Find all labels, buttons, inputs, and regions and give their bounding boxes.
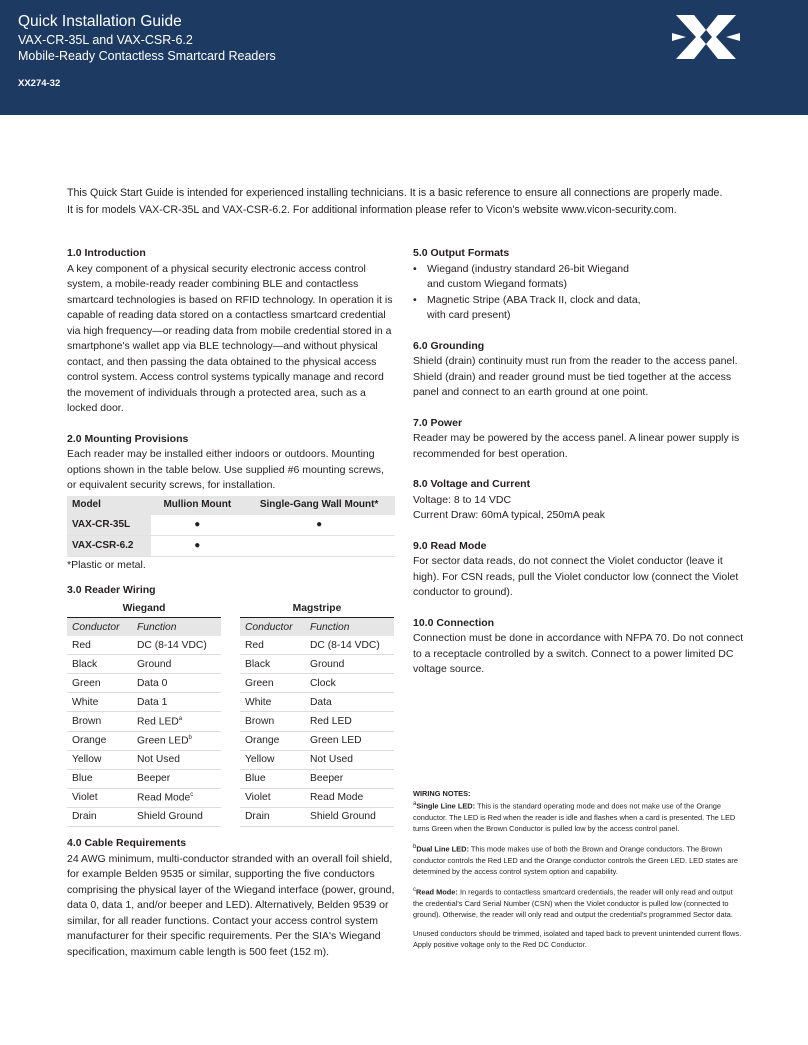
wiegand-col-function: Function	[132, 618, 221, 637]
wire-function: DC (8-14 VDC)	[305, 636, 394, 655]
table-row	[67, 807, 221, 826]
wire-conductor: Brown	[240, 712, 305, 731]
note-a-text: This is the standard operating mode and does not make use of the Orange conductor. The LED is Red when the reader is idle and flashes when a card is presented. The LED turns Green when the Brown Conductor is pulled low by the access control panel.	[413, 801, 736, 834]
wire-conductor: Green	[67, 674, 132, 693]
table-row	[67, 674, 221, 693]
section-1-body: A key component of a physical security electronic access control system, a mobile-ready reader combining BLE and contactless smartcard technologies is based on RFID technology. In operation it is capable of reading data stored on a contactless smartcard credential via high frequency—or reading data from mobile credential stored in a smartphone's wallet app via BLE technology—and without physical contact, and then passing the data obtained to the physical access control system. Access control systems typically manage and record the movement of individuals through a protected area, such as a locked door.	[67, 262, 393, 414]
output-format-line: with card present)	[427, 309, 511, 321]
table-row	[240, 655, 394, 674]
footnote-mark: c	[413, 887, 416, 894]
wire-function-text: Red LED	[137, 716, 179, 728]
note-c-text: In regards to contactless smartcard credentials, the reader will only read and output the credential's Card Serial Number (CSN) when the Violet conductor is pulled low (connected to ground). Otherwise, the reader will only read and output the credential's programmed Sector data.	[413, 887, 733, 920]
section-6-body: Shield (drain) continuity must run from the reader to the access panel. Shield (drain) and reader ground must be tied together at the access panel and connect to an earth ground at one point.	[413, 355, 738, 398]
wire-function	[132, 712, 221, 731]
wire-function: Not Used	[132, 750, 221, 769]
section-4-heading: 4.0 Cable Requirements	[67, 837, 187, 849]
wire-function	[132, 731, 221, 750]
section-9-heading: 9.0 Read Mode	[413, 539, 487, 552]
mount-footnote: *Plastic or metal.	[67, 558, 146, 571]
wire-conductor: Blue	[240, 769, 305, 788]
mount-wall-value	[243, 535, 395, 556]
wire-function: Ground	[305, 655, 394, 674]
wire-function: Data 1	[132, 693, 221, 712]
wire-function: Read Mode	[305, 788, 394, 807]
wire-conductor: Brown	[67, 712, 132, 731]
wire-function-text: Green LED	[137, 735, 189, 747]
table-row	[67, 515, 395, 536]
wiegand-col-conductor: Conductor	[67, 618, 132, 637]
intro-paragraph	[67, 185, 757, 218]
table-row	[240, 807, 394, 826]
left-column-top	[67, 246, 395, 573]
note-c	[413, 885, 743, 920]
header-banner	[0, 0, 808, 115]
wire-function: Clock	[305, 674, 394, 693]
table-row	[240, 693, 394, 712]
section-1-heading: 1.0 Introduction	[67, 247, 146, 259]
table-row	[67, 712, 221, 731]
section-7-body: Reader may be powered by the access panel. A linear power supply is recommended for best operation.	[413, 432, 740, 460]
wire-function: Shield Ground	[132, 807, 221, 826]
mount-model: VAX-CSR-6.2	[67, 535, 151, 556]
table-row	[240, 750, 394, 769]
table-row	[67, 788, 221, 807]
section-10-body: Connection must be done in accordance with NFPA 70. Do not connect to a receptacle controlled by a switch. Connect to a power limited DC voltage source.	[413, 632, 744, 675]
wire-function: Green LED	[305, 731, 394, 750]
section-3-heading-wrap	[67, 583, 395, 599]
wire-function: Not Used	[305, 750, 394, 769]
wire-conductor: Red	[67, 636, 132, 655]
wire-conductor: Violet	[240, 788, 305, 807]
note-b-label: Dual Line LED:	[416, 844, 469, 854]
table-row	[67, 750, 221, 769]
note-b-text: This mode makes use of both the Brown and Orange conductors. The Brown conductor controls the Red LED and the Orange conductor controls the Green LED. LED states are determined by the access control system option and capability.	[413, 844, 738, 877]
table-row	[67, 731, 221, 750]
mount-wall-value: ●	[243, 515, 395, 536]
footnote-mark: c	[190, 792, 194, 799]
wire-conductor: Blue	[67, 769, 132, 788]
mount-model: VAX-CR-35L	[67, 515, 151, 536]
wire-function: Ground	[132, 655, 221, 674]
note-c-label: Read Mode:	[416, 887, 458, 897]
wiegand-table	[67, 600, 221, 827]
table-row	[240, 674, 394, 693]
wire-conductor: Black	[67, 655, 132, 674]
magstripe-col-conductor: Conductor	[240, 618, 305, 637]
wire-conductor: White	[67, 693, 132, 712]
wire-conductor: Green	[240, 674, 305, 693]
output-format-line: • Magnetic Stripe (ABA Track II, clock and data,	[427, 293, 641, 306]
output-format-line: and custom Wiegand formats)	[427, 278, 568, 290]
wire-conductor: Drain	[67, 807, 132, 826]
section-2-body: Each reader may be installed either indoors or outdoors. Mounting options shown in the table below. Use supplied #6 mounting screws, or equivalent security screws, for installation.	[67, 448, 384, 491]
note-b	[413, 842, 743, 877]
wire-function: DC (8-14 VDC)	[132, 636, 221, 655]
table-row	[240, 769, 394, 788]
mount-col-mullion: Mullion Mount	[151, 496, 243, 515]
table-row	[67, 693, 221, 712]
section-5-heading: 5.0 Output Formats	[413, 247, 510, 259]
wire-function: Beeper	[305, 769, 394, 788]
doc-models: VAX-CR-35L and VAX-CSR-6.2	[18, 33, 193, 47]
output-format-item	[413, 262, 745, 293]
wire-conductor: Violet	[67, 788, 132, 807]
table-row	[67, 535, 395, 556]
wire-conductor: Yellow	[240, 750, 305, 769]
mounting-table	[67, 496, 395, 557]
wire-function	[132, 788, 221, 807]
section-6-heading: 6.0 Grounding	[413, 339, 485, 352]
table-row	[240, 636, 394, 655]
wire-conductor: Red	[240, 636, 305, 655]
right-column	[413, 246, 745, 678]
note-a	[413, 799, 743, 834]
table-row	[67, 769, 221, 788]
intro-line-2: It is for models VAX-CR-35L and VAX-CSR-6.2. For additional information please refer to Vicon's website www.vicon-security.com.	[67, 203, 677, 216]
wire-conductor: White	[240, 693, 305, 712]
table-row	[67, 636, 221, 655]
section-4	[67, 836, 395, 960]
mount-mullion-value: ●	[151, 515, 243, 536]
wiegand-caption: Wiegand	[67, 600, 221, 618]
footnote-mark: a	[178, 715, 183, 722]
mount-mullion-value: ●	[151, 535, 243, 556]
footnote-mark: a	[413, 801, 417, 808]
section-2-heading: 2.0 Mounting Provisions	[67, 432, 189, 445]
table-row	[240, 712, 394, 731]
magstripe-col-function: Function	[305, 618, 394, 637]
section-10-heading: 10.0 Connection	[413, 616, 495, 629]
section-8-heading: 8.0 Voltage and Current	[413, 478, 531, 490]
wire-conductor: Black	[240, 655, 305, 674]
doc-code: XX274-32	[18, 78, 61, 89]
wiring-notes-heading: WIRING NOTES:	[413, 789, 471, 798]
doc-description: Mobile-Ready Contactless Smartcard Readers	[18, 49, 276, 63]
magstripe-table	[240, 600, 394, 827]
voltage-line: Voltage: 8 to 14 VDC	[413, 493, 512, 506]
wire-conductor: Orange	[240, 731, 305, 750]
wire-function: Shield Ground	[305, 807, 394, 826]
wire-function: Red LED	[305, 712, 394, 731]
output-format-line: • Wiegand (industry standard 26-bit Wiegand	[427, 262, 629, 275]
wire-conductor: Orange	[67, 731, 132, 750]
wiring-notes	[413, 788, 743, 958]
table-row	[240, 788, 394, 807]
mount-col-model: Model	[67, 496, 151, 515]
vicon-x-logo-icon	[672, 3, 740, 71]
section-4-body: 24 AWG minimum, multi-conductor stranded with an overall foil shield, for example Belden 9535 or similar, supporting the five conductors comprising the physical layer of the Wiegand interface (power, ground, data 0, data 1, and/or beeper and LED). Alternatively, Belden 9539 or similar, for all reader functions. Contact your access control system manufacturer for their specific requirements. Per the SIA's Wiegand specification, maximum cable length is 500 feet (152 m).	[67, 852, 395, 958]
section-9-body: For sector data reads, do not connect the Violet conductor (leave it high). For CSN reads, pull the Violet conductor low (connect the Violet conductor to ground).	[413, 555, 739, 598]
mount-col-wall: Single-Gang Wall Mount*	[243, 496, 395, 515]
intro-line-1: This Quick Start Guide is intended for experienced installing technicians. It is a basic reference to ensure all connections are properly made.	[67, 187, 723, 199]
section-3-heading: 3.0 Reader Wiring	[67, 584, 156, 596]
note-final: Unused conductors should be trimmed, isolated and taped back to prevent unintended current flows. Apply positive voltage only to the Red DC Conductor.	[413, 928, 742, 950]
doc-title: Quick Installation Guide	[18, 13, 182, 30]
footnote-mark: b	[413, 844, 417, 851]
magstripe-caption: Magstripe	[240, 600, 394, 618]
wire-function-text: Read Mode	[137, 792, 191, 804]
wire-conductor: Yellow	[67, 750, 132, 769]
output-format-item	[413, 293, 745, 324]
wire-function: Data 0	[132, 674, 221, 693]
wire-function: Data	[305, 693, 394, 712]
section-7-heading: 7.0 Power	[413, 416, 463, 429]
table-row	[67, 655, 221, 674]
wire-conductor: Drain	[240, 807, 305, 826]
footnote-mark: b	[188, 734, 192, 741]
table-row	[240, 731, 394, 750]
wire-function: Beeper	[132, 769, 221, 788]
current-line: Current Draw: 60mA typical, 250mA peak	[413, 509, 606, 521]
note-a-label: Single Line LED:	[416, 801, 476, 811]
